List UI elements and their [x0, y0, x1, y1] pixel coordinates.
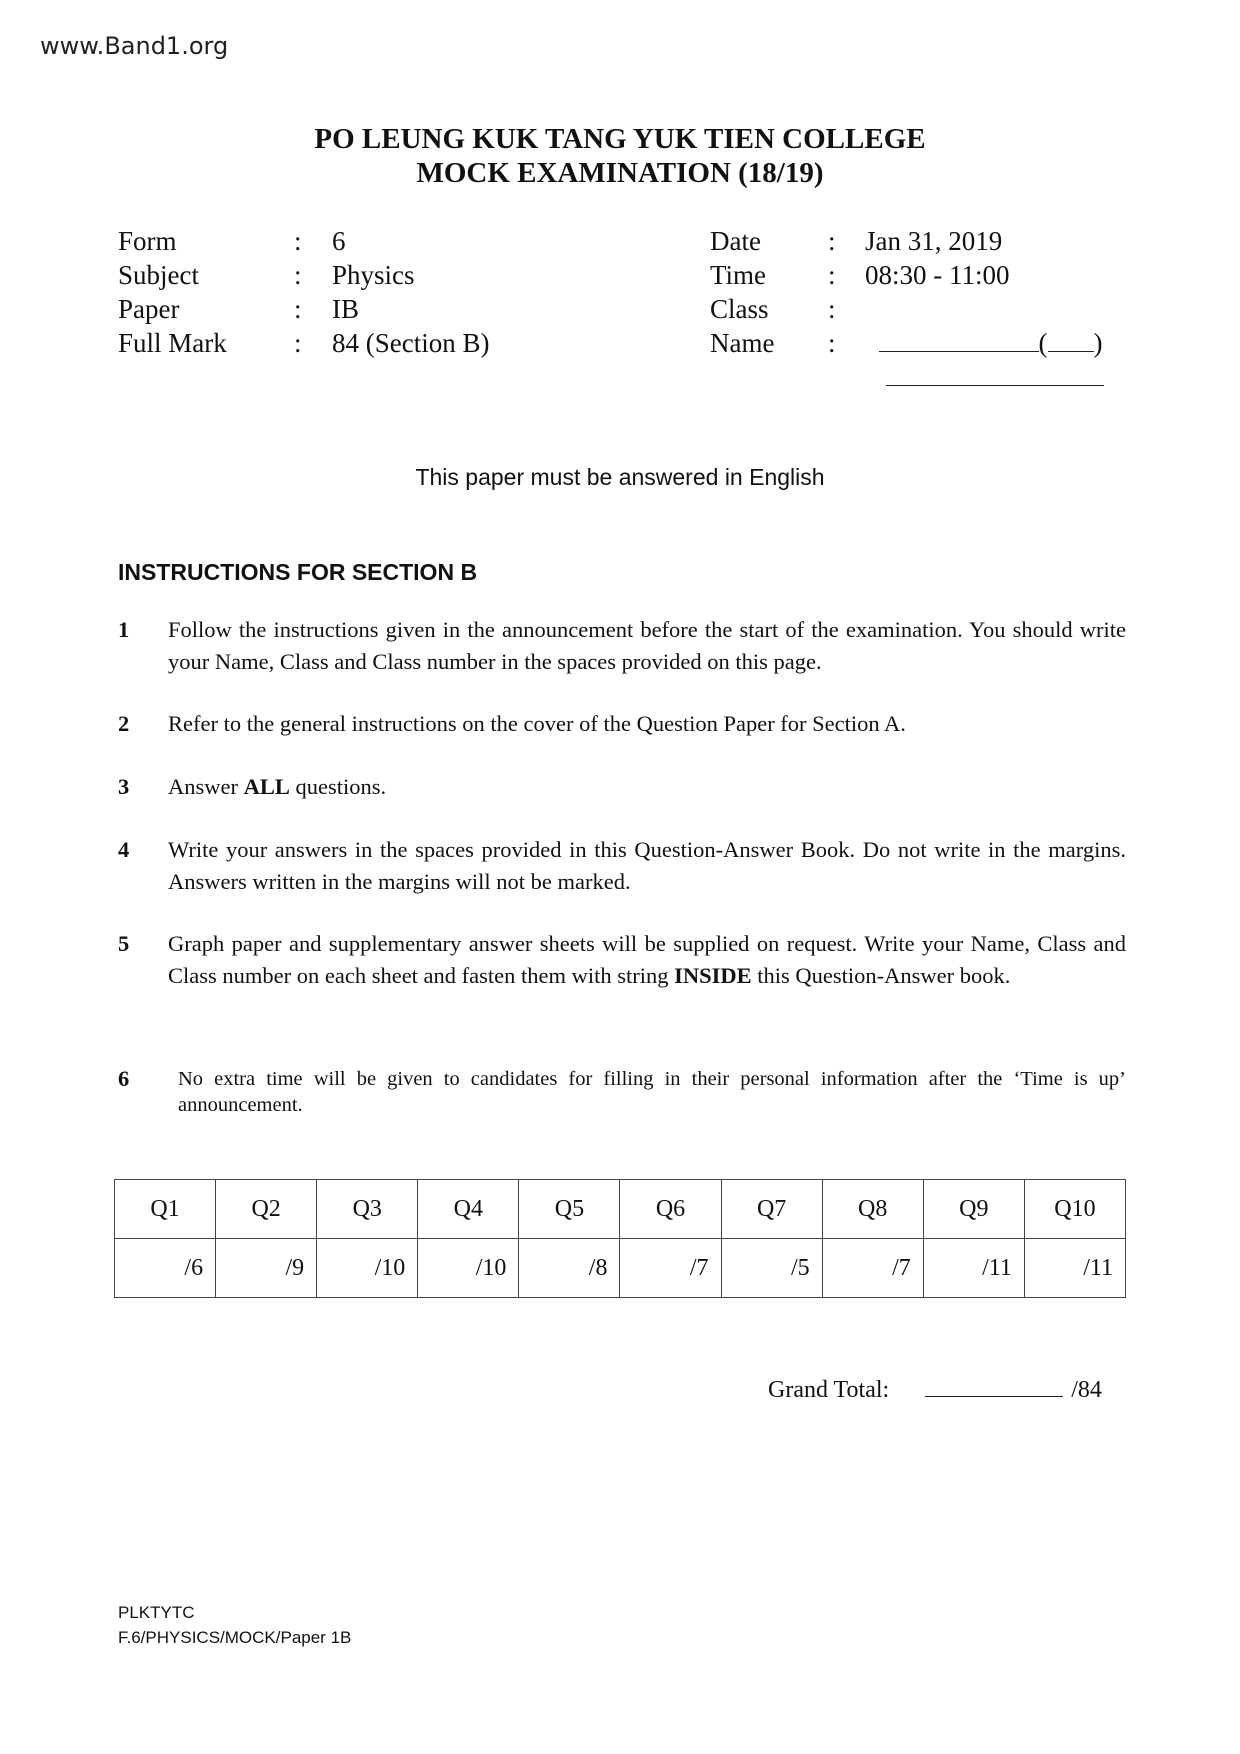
info-value: Physics — [332, 260, 415, 290]
grand-total — [768, 1374, 1102, 1404]
school-name: PO LEUNG KUK TANG YUK TIEN COLLEGE — [314, 123, 926, 155]
question-label: Q6 — [620, 1180, 721, 1239]
instructions-heading: INSTRUCTIONS FOR SECTION B — [118, 559, 478, 585]
info-value: Jan 31, 2019 — [865, 226, 1003, 256]
question-label: Q3 — [317, 1180, 418, 1239]
instruction-text: Write your answers in the spaces provided in this Question-Answer Book. Do not write in the margins. Answers written in the margins will not be marked. — [168, 837, 1126, 894]
grand-total-blank[interactable] — [925, 1374, 1063, 1397]
class-number-close-paren: ) — [1093, 328, 1103, 358]
instruction-number: 3 — [118, 774, 130, 799]
footer-paper-code: F.6/PHYSICS/MOCK/Paper 1B — [118, 1628, 352, 1647]
max-mark-cell: /10 — [317, 1239, 418, 1298]
language-note: This paper must be answered in English — [415, 464, 825, 490]
exam-title-block — [0, 122, 1240, 190]
page-footer — [118, 1600, 351, 1650]
class-number-open-paren: ( — [1038, 328, 1048, 358]
info-colon: : — [294, 260, 302, 290]
question-label: Q10 — [1024, 1180, 1125, 1239]
instruction-emphasis: ALL — [243, 774, 290, 799]
question-label: Q5 — [519, 1180, 620, 1239]
max-mark-cell: /11 — [923, 1239, 1024, 1298]
info-label: Time — [710, 260, 767, 290]
question-label: Q9 — [923, 1180, 1024, 1239]
instruction-number: 2 — [118, 711, 130, 736]
instruction-text — [168, 771, 1126, 803]
max-mark-cell: /9 — [216, 1239, 317, 1298]
question-label: Q7 — [721, 1180, 822, 1239]
exam-name: MOCK EXAMINATION (18/19) — [416, 157, 824, 189]
website-watermark: www.Band1.org — [40, 32, 229, 60]
info-colon: : — [294, 226, 302, 256]
instruction-text-part: Answer — [168, 774, 244, 799]
name-blank[interactable] — [886, 361, 1104, 386]
grand-total-max: /84 — [1071, 1377, 1102, 1403]
info-colon: : — [828, 328, 836, 358]
info-label: Form — [118, 226, 177, 256]
info-colon: : — [828, 260, 836, 290]
instruction-number: 4 — [118, 837, 130, 862]
max-mark-cell: /7 — [620, 1239, 721, 1298]
info-label: Full Mark — [118, 328, 227, 358]
instruction-number: 1 — [118, 617, 130, 642]
max-mark-cell: /8 — [519, 1239, 620, 1298]
max-mark-cell: /5 — [721, 1239, 822, 1298]
question-label: Q2 — [216, 1180, 317, 1239]
marks-table — [114, 1179, 1126, 1298]
max-mark-cell: /7 — [822, 1239, 923, 1298]
info-colon: : — [828, 226, 836, 256]
question-label: Q1 — [115, 1180, 216, 1239]
max-mark-cell: /10 — [418, 1239, 519, 1298]
instruction-text: No extra time will be given to candidates for filling in their personal information after the ‘Time is up’ announcement. — [178, 1068, 1126, 1116]
instruction-number: 5 — [118, 931, 130, 956]
info-label: Name — [710, 328, 775, 358]
info-label: Subject — [118, 260, 199, 290]
marks-max-row — [115, 1239, 1126, 1298]
info-value: IB — [332, 294, 359, 324]
info-colon: : — [294, 328, 302, 358]
question-label: Q8 — [822, 1180, 923, 1239]
instruction-text — [168, 928, 1126, 992]
instruction-text-part: questions. — [289, 774, 387, 799]
info-label: Class — [710, 294, 769, 324]
instruction-emphasis: INSIDE — [674, 963, 752, 988]
instruction-text-part: Graph paper and supplementary answer sheets will be supplied on request. Write your Name, Class and Class number on each sheet and fasten them with string — [168, 931, 1126, 988]
info-label: Paper — [118, 294, 180, 324]
instruction-text: Follow the instructions given in the announcement before the start of the examination. You should write your Name, Class and Class number in the spaces provided on this page. — [168, 617, 1126, 674]
name-fill-in[interactable] — [845, 326, 1104, 428]
info-value: 08:30 - 11:00 — [865, 260, 1010, 290]
info-colon: : — [828, 294, 836, 324]
info-colon: : — [294, 294, 302, 324]
marks-header-row — [115, 1180, 1126, 1239]
info-value: 84 (Section B) — [332, 328, 490, 358]
max-mark-cell: /11 — [1024, 1239, 1125, 1298]
instruction-text: Refer to the general instructions on the cover of the Question Paper for Section A. — [168, 711, 906, 736]
footer-school-code: PLKTYTC — [118, 1603, 195, 1622]
instruction-text-part: this Question-Answer book. — [751, 963, 1011, 988]
max-mark-cell: /6 — [115, 1239, 216, 1298]
grand-total-label: Grand Total: — [768, 1377, 890, 1403]
instruction-number: 6 — [118, 1066, 130, 1091]
question-label: Q4 — [418, 1180, 519, 1239]
info-label: Date — [710, 226, 761, 256]
info-value: 6 — [332, 226, 346, 256]
